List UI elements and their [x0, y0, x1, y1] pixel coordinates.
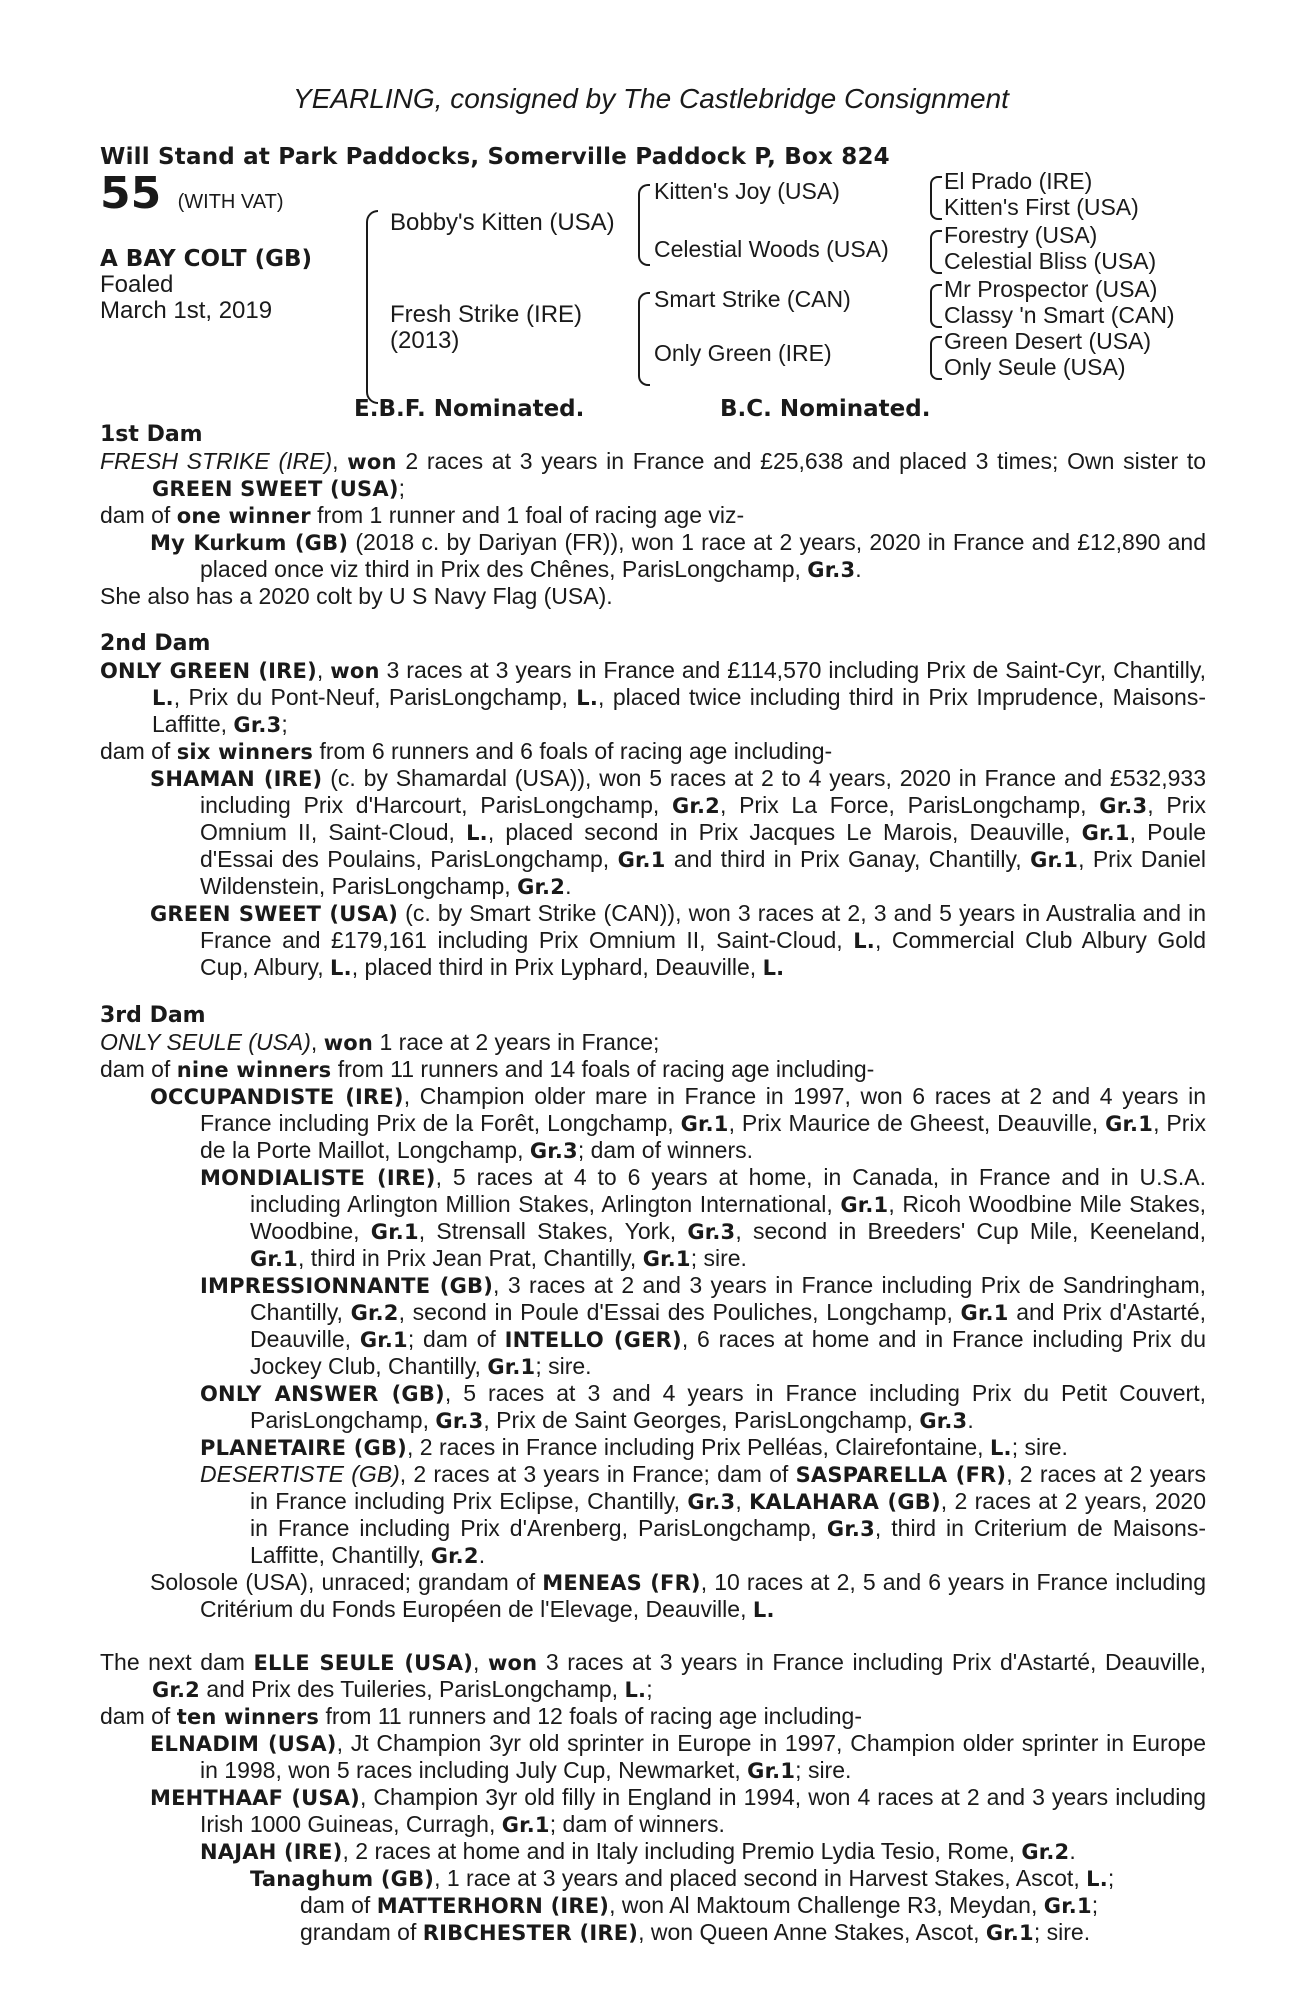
group-grade: Gr.1 — [642, 1247, 691, 1271]
record-text: The next dam — [100, 1649, 254, 1675]
progeny-name: RIBCHESTER (IRE) — [422, 1921, 639, 1945]
listed-grade: L. — [1086, 1867, 1108, 1891]
sister-name: GREEN SWEET (USA) — [152, 477, 399, 501]
group-grade: Gr.1 — [1081, 821, 1130, 845]
progeny-text: , Commercial Club Albury Gold Cup, Albury, — [200, 927, 1206, 980]
ebf-nomination: E.B.F. Nominated. — [354, 396, 585, 422]
progeny-entry — [100, 1730, 1206, 1784]
listed-grade: L. — [762, 956, 785, 980]
winners-count: one winner — [176, 504, 311, 528]
progeny-text: , third in Prix Jean Prat, Chantilly, — [298, 1245, 643, 1271]
group-grade: Gr.3 — [826, 1517, 875, 1541]
grand-progeny-entry — [100, 1380, 1206, 1434]
group-grade: Gr.1 — [359, 1328, 408, 1352]
pedigree-brace-g3c — [930, 284, 942, 328]
progeny-text: , 5 races at 3 and 4 years in France including Prix du Petit Couvert, ParisLongchamp, — [250, 1380, 1206, 1433]
progeny-text: , 5 races at 4 to 6 years at home, in Canada, in France and in U.S.A. including Arlington Million Stakes, Arlington International, — [250, 1164, 1206, 1217]
progeny-text: , Prix de Saint Georges, ParisLongchamp, — [483, 1407, 920, 1433]
pedigree-table — [100, 168, 1206, 392]
progeny-text: ; dam of winners. — [577, 1137, 753, 1163]
progeny-name: MEHTHAAF (USA) — [150, 1786, 360, 1810]
progeny-text: ; sire. — [690, 1245, 747, 1271]
progeny-text: . — [565, 873, 572, 899]
progeny-entry — [100, 1569, 1206, 1623]
sire-sire-sire: El Prado (IRE) — [944, 168, 1093, 194]
progeny-text: ; sire. — [1011, 1434, 1068, 1460]
group-grade: Gr.1 — [487, 1355, 536, 1379]
also-note: She also has a 2020 colt by U S Navy Flag (USA). — [100, 583, 613, 609]
winners-count: nine winners — [176, 1058, 332, 1082]
won-label: won — [487, 1651, 538, 1675]
grand-progeny-entry — [100, 1164, 1206, 1272]
group-grade: Gr.2 — [430, 1544, 479, 1568]
progeny-text: , placed second in Prix Jacques Le Marois, Deauville, — [487, 819, 1082, 845]
group-grade: Gr.1 — [1105, 1112, 1154, 1136]
group-grade: Gr.3 — [1099, 794, 1148, 818]
progeny-name: ELNADIM (USA) — [150, 1732, 337, 1756]
first-dam-heading: 1st Dam — [100, 422, 203, 447]
first-dam-text: ; — [398, 475, 406, 501]
next-dam-produce-line — [100, 1703, 1206, 1730]
dam-dam-dam: Only Seule (USA) — [944, 354, 1126, 380]
group-grade: Gr.1 — [501, 1813, 550, 1837]
pedigree-brace-g3b — [930, 230, 942, 274]
sire-dam: Celestial Woods (USA) — [654, 236, 889, 262]
next-dam-name: ELLE SEULE (USA) — [253, 1651, 473, 1675]
grand-progeny-entry — [100, 1865, 1206, 1946]
progeny-text: , Prix Omnium II, Saint-Cloud, — [200, 792, 1206, 845]
grand-progeny-entry — [100, 1461, 1206, 1569]
winners-count: six winners — [176, 740, 314, 764]
pedigree-brace-dam — [638, 292, 650, 386]
group-grade: Gr.2 — [1021, 1840, 1070, 1864]
listed-grade: L. — [752, 1598, 775, 1622]
progeny-text: , Prix La Force, ParisLongchamp, — [719, 792, 1100, 818]
listed-grade: L. — [624, 1678, 647, 1702]
progeny-text: , Strensall Stakes, York, — [418, 1218, 688, 1244]
progeny-name: SHAMAN (IRE) — [150, 767, 323, 791]
progeny-text: (2018 c. by Dariyan (FR)), won 1 race at 2 years, 2020 in France and £12,890 and placed once viz third in Prix des Chênes, ParisLongchamp, — [200, 529, 1206, 582]
group-grade: Gr.1 — [1043, 1894, 1092, 1918]
progeny-text: , Poule d'Essai des Poulains, ParisLongchamp, — [200, 819, 1206, 872]
progeny-name: MATTERHORN (IRE) — [376, 1894, 610, 1918]
progeny-text: , 2 races at 2 years, 2020 in France including Prix d'Arenberg, ParisLongchamp, — [250, 1488, 1206, 1541]
produce-text: from 1 runner and 1 foal of racing age viz- — [310, 502, 745, 528]
record-text: 3 races at 3 years in France and £114,570 including Prix de Saint-Cyr, Chantilly, — [379, 657, 1207, 683]
produce-text: from 6 runners and 6 foals of racing age including- — [313, 738, 833, 764]
sire-sire: Kitten's Joy (USA) — [654, 178, 840, 204]
group-grade: Gr.1 — [1030, 848, 1079, 872]
progeny-text: , Prix Maurice de Gheest, Deauville, — [728, 1110, 1106, 1136]
progeny-text: . — [967, 1407, 974, 1433]
progeny-text: ; dam of winners. — [549, 1811, 725, 1837]
progeny-name: MONDIALISTE (IRE) — [200, 1166, 436, 1190]
pedigree-brace-g3d — [930, 336, 942, 380]
progeny-text: grandam of — [300, 1919, 423, 1945]
progeny-text: ; sire. — [1033, 1919, 1091, 1945]
progeny-text: ; — [1107, 1865, 1115, 1891]
produce-text: from 11 runners and 14 foals of racing age including- — [331, 1056, 875, 1082]
dam-dam-sire: Green Desert (USA) — [944, 328, 1152, 354]
dam-sire-sire: Mr Prospector (USA) — [944, 276, 1158, 302]
grand-progeny-entry — [100, 1434, 1206, 1461]
progeny-text: , — [735, 1488, 750, 1514]
pedigree-brace-sire — [638, 184, 650, 266]
progeny-text: , 1 race at 3 years and placed second in Harvest Stakes, Ascot, — [434, 1865, 1087, 1891]
dam-of-label: dam of — [100, 1703, 177, 1729]
progeny-text: , second in Poule d'Essai des Pouliches, Longchamp, — [398, 1299, 961, 1325]
dam-name: Fresh Strike (IRE) — [390, 301, 583, 328]
sire-dam-dam: Celestial Bliss (USA) — [944, 248, 1157, 274]
progeny-entry — [100, 765, 1206, 900]
lot-name: A BAY COLT (GB) — [100, 246, 313, 272]
progeny-name: KALAHARA (GB) — [749, 1490, 941, 1514]
record-text: , placed twice including third in Prix Imprudence, Maisons-Laffitte, — [152, 684, 1206, 737]
progeny-name: DESERTISTE (GB) — [200, 1461, 400, 1487]
progeny-text: ; — [1091, 1892, 1099, 1918]
progeny-name: Tanaghum (GB) — [250, 1867, 435, 1891]
group-grade: Gr.1 — [680, 1112, 729, 1136]
record-text: , — [473, 1649, 488, 1675]
progeny-text: Solosole (USA), unraced; grandam of — [150, 1569, 543, 1595]
group-grade: Gr.3 — [435, 1409, 484, 1433]
progeny-text: and third in Prix Ganay, Chantilly, — [665, 846, 1031, 872]
winners-count: ten winners — [176, 1705, 320, 1729]
group-grade: Gr.3 — [529, 1139, 578, 1163]
third-dam-name: ONLY SEULE (USA) — [100, 1029, 311, 1055]
progeny-text: , third in Criterium de Maisons-Laffitte, Chantilly, — [250, 1515, 1206, 1568]
grand-progeny-line — [250, 1919, 1206, 1946]
group-grade: Gr.2 — [152, 1678, 200, 1702]
progeny-text: , 2 races in France including Prix Pelléas, Clairefontaine, — [406, 1434, 990, 1460]
record-text: ; — [646, 1676, 653, 1702]
progeny-name: MENEAS (FR) — [542, 1571, 701, 1595]
group-grade: Gr.2 — [350, 1301, 399, 1325]
progeny-text: , Prix de la Porte Maillot, Longchamp, — [200, 1110, 1206, 1163]
first-dam-text: 2 races at 3 years in France and £25,638 and placed 3 times; Own sister to — [396, 448, 1207, 474]
progeny-name: My Kurkum (GB) — [150, 531, 349, 555]
group-grade: Gr.2 — [671, 794, 720, 818]
dam-of-label: dam of — [100, 502, 177, 528]
progeny-text: ; sire. — [535, 1353, 592, 1379]
won-label: won — [330, 659, 380, 683]
pedigree-brace-main — [366, 210, 378, 404]
progeny-text: , 2 races at 2 years in France including Prix Eclipse, Chantilly, — [250, 1461, 1206, 1514]
record-text: and Prix des Tuileries, ParisLongchamp, — [200, 1676, 625, 1702]
progeny-text: ; sire. — [795, 1757, 852, 1783]
progeny-text: , Ricoh Woodbine Mile Stakes, Woodbine, — [250, 1191, 1207, 1244]
listed-grade: L. — [152, 686, 174, 710]
pedigree-brace-g3a — [930, 176, 942, 220]
second-dam-record: ONLY GREEN (IRE), won 3 races at 3 years in France and £114,570 including Prix de Saint-Cyr, Chantilly, L., Prix du Pont-Neuf, ParisLongchamp, L., placed twice including third in Prix Imprudence, Maisons-Laffitte, Gr.3; — [100, 657, 1207, 737]
dam-of-label: dam of — [100, 738, 177, 764]
lot-heading — [100, 168, 284, 219]
listed-grade: L. — [466, 821, 488, 845]
won-label: won — [323, 1031, 374, 1055]
group-grade: Gr.1 — [747, 1759, 796, 1783]
progeny-name: PLANETAIRE (GB) — [200, 1436, 407, 1460]
progeny-text: , Champion older mare in France in 1997, won 6 races at 2 and 4 years in France including Prix de la Forêt, Longchamp, — [200, 1083, 1206, 1136]
foaled-date: March 1st, 2019 — [100, 297, 273, 324]
foaled-label: Foaled — [100, 271, 174, 298]
grand-progeny-line — [250, 1865, 1206, 1892]
progeny-name: ONLY ANSWER (GB) — [200, 1382, 445, 1406]
progeny-text: dam of — [300, 1892, 377, 1918]
won-label: won — [347, 450, 397, 474]
listed-grade: L. — [576, 686, 599, 710]
sire-sire-dam: Kitten's First (USA) — [944, 194, 1139, 220]
progeny-text: , won Queen Anne Stakes, Ascot, — [638, 1919, 986, 1945]
dam-sire-dam: Classy 'n Smart (CAN) — [944, 302, 1175, 328]
progeny-text: (c. by Shamardal (USA)), won 5 races at 2 to 4 years, 2020 in France and £532,933 including Prix d'Harcourt, ParisLongchamp, — [200, 765, 1206, 818]
group-grade: Gr.1 — [960, 1301, 1009, 1325]
vat-note: (WITH VAT) — [177, 191, 284, 213]
progeny-text: . — [478, 1542, 486, 1568]
next-dam-record — [100, 1649, 1206, 1703]
progeny-text: , 3 races at 2 and 3 years in France including Prix de Sandringham, Chantilly, — [250, 1272, 1206, 1325]
first-dam-produce-line — [100, 502, 1206, 529]
progeny-text: and Prix d'Astarté, Deauville, — [250, 1299, 1206, 1352]
bc-nomination: B.C. Nominated. — [720, 396, 931, 422]
progeny-entry — [100, 529, 1206, 583]
dam-of-label: dam of — [100, 1056, 177, 1082]
progeny-entry — [100, 1784, 1206, 1838]
group-grade: Gr.3 — [687, 1220, 736, 1244]
sire-name: Bobby's Kitten (USA) — [390, 209, 615, 236]
group-grade: Gr.2 — [517, 875, 566, 899]
progeny-text: , 6 races at home and in France including Prix du Jockey Club, Chantilly, — [250, 1326, 1206, 1379]
consignment-title: YEARLING, consigned by The Castlebridge Consignment — [293, 83, 1009, 114]
group-grade: Gr.1 — [370, 1220, 419, 1244]
progeny-text: , Champion 3yr old filly in England in 1994, won 4 races at 2 and 3 years including Irish 1000 Guineas, Curragh, — [200, 1784, 1206, 1837]
record-text: , Prix du Pont-Neuf, ParisLongchamp, — [173, 684, 577, 710]
lot-number: 55 — [100, 168, 162, 219]
progeny-text: . — [1069, 1838, 1076, 1864]
progeny-entry — [100, 900, 1206, 981]
progeny-name: SASPARELLA (FR) — [795, 1463, 1007, 1487]
second-dam-heading: 2nd Dam — [100, 631, 211, 656]
group-grade: Gr.3 — [807, 558, 856, 582]
progeny-text: , placed third in Prix Lyphard, Deauville, — [351, 954, 763, 980]
record-text: 1 race at 2 years in France; — [373, 1029, 660, 1055]
progeny-text: , second in Breeders' Cup Mile, Keeneland, — [735, 1218, 1206, 1244]
section-gap — [100, 1623, 1206, 1649]
stand-location: Will Stand at Park Paddocks, Somerville Paddock P, Box 824 — [100, 144, 890, 170]
progeny-text: , Prix Daniel Wildenstein, ParisLongchamp, — [200, 846, 1206, 899]
third-dam-record: ONLY SEULE (USA), won 1 race at 2 years in France; — [100, 1029, 660, 1055]
listed-grade: L. — [989, 1436, 1012, 1460]
group-grade: Gr.1 — [985, 1921, 1034, 1945]
progeny-name: OCCUPANDISTE (IRE) — [150, 1085, 404, 1109]
grand-progeny-entry — [100, 1272, 1206, 1380]
dam-sire: Smart Strike (CAN) — [654, 286, 851, 312]
progeny-entry — [100, 1083, 1206, 1164]
progeny-text: . — [855, 556, 862, 582]
progeny-text: , won Al Maktoum Challenge R3, Meydan, — [609, 1892, 1044, 1918]
progeny-text: , 10 races at 2, 5 and 6 years in France including Critérium du Fonds Européen de l'Elevage, Deauville, — [200, 1569, 1206, 1622]
progeny-name: IMPRESSIONNANTE (GB) — [200, 1274, 494, 1298]
dam-dam: Only Green (IRE) — [654, 340, 832, 366]
group-grade: Gr.1 — [250, 1247, 298, 1271]
progeny-name: INTELLO (GER) — [504, 1328, 682, 1352]
grand-progeny-entry — [100, 1838, 1206, 1865]
sire-dam-sire: Forestry (USA) — [944, 222, 1098, 248]
dam-year: (2013) — [390, 327, 460, 354]
second-dam-name: ONLY GREEN (IRE) — [100, 659, 317, 683]
record-text: ; — [281, 711, 288, 737]
progeny-text: (c. by Smart Strike (CAN)), won 3 races at 2, 3 and 5 years in Australia and in France and £179,161 including Prix Omnium II, Saint-Cloud, — [200, 900, 1207, 953]
group-grade: Gr.1 — [617, 848, 666, 872]
group-grade: Gr.3 — [233, 713, 282, 737]
first-dam-record: FRESH STRIKE (IRE), won 2 races at 3 years in France and £25,638 and placed 3 times; Own sister to GREEN SWEET (USA); — [100, 448, 1207, 501]
progeny-text: ; dam of — [407, 1326, 505, 1352]
catalogue-page — [100, 82, 1206, 1946]
listed-grade: L. — [329, 956, 352, 980]
second-dam-produce-line — [100, 738, 1206, 765]
record-text: 3 races at 3 years in France including Prix d'Astarté, Deauville, — [537, 1649, 1206, 1675]
third-dam-heading: 3rd Dam — [100, 1003, 206, 1028]
progeny-text: , Jt Champion 3yr old sprinter in Europe in 1997, Champion older sprinter in Europe in 1998, won 5 races including July Cup, Newmarket, — [200, 1730, 1206, 1783]
produce-text: from 11 runners and 12 foals of racing age including- — [319, 1703, 863, 1729]
nominations — [100, 396, 1206, 422]
progeny-text: , 2 races at 3 years in France; dam of — [399, 1461, 796, 1487]
first-dam-name: FRESH STRIKE (IRE) — [100, 448, 333, 474]
third-dam-produce-line — [100, 1056, 1206, 1083]
group-grade: Gr.3 — [687, 1490, 736, 1514]
group-grade: Gr.3 — [919, 1409, 968, 1433]
progeny-name: GREEN SWEET (USA) — [150, 902, 399, 926]
group-grade: Gr.1 — [840, 1193, 889, 1217]
progeny-name: NAJAH (IRE) — [200, 1840, 343, 1864]
grand-progeny-line — [250, 1892, 1206, 1919]
listed-grade: L. — [853, 929, 875, 953]
progeny-text: , 2 races at home and in Italy including Premio Lydia Tesio, Rome, — [342, 1838, 1022, 1864]
